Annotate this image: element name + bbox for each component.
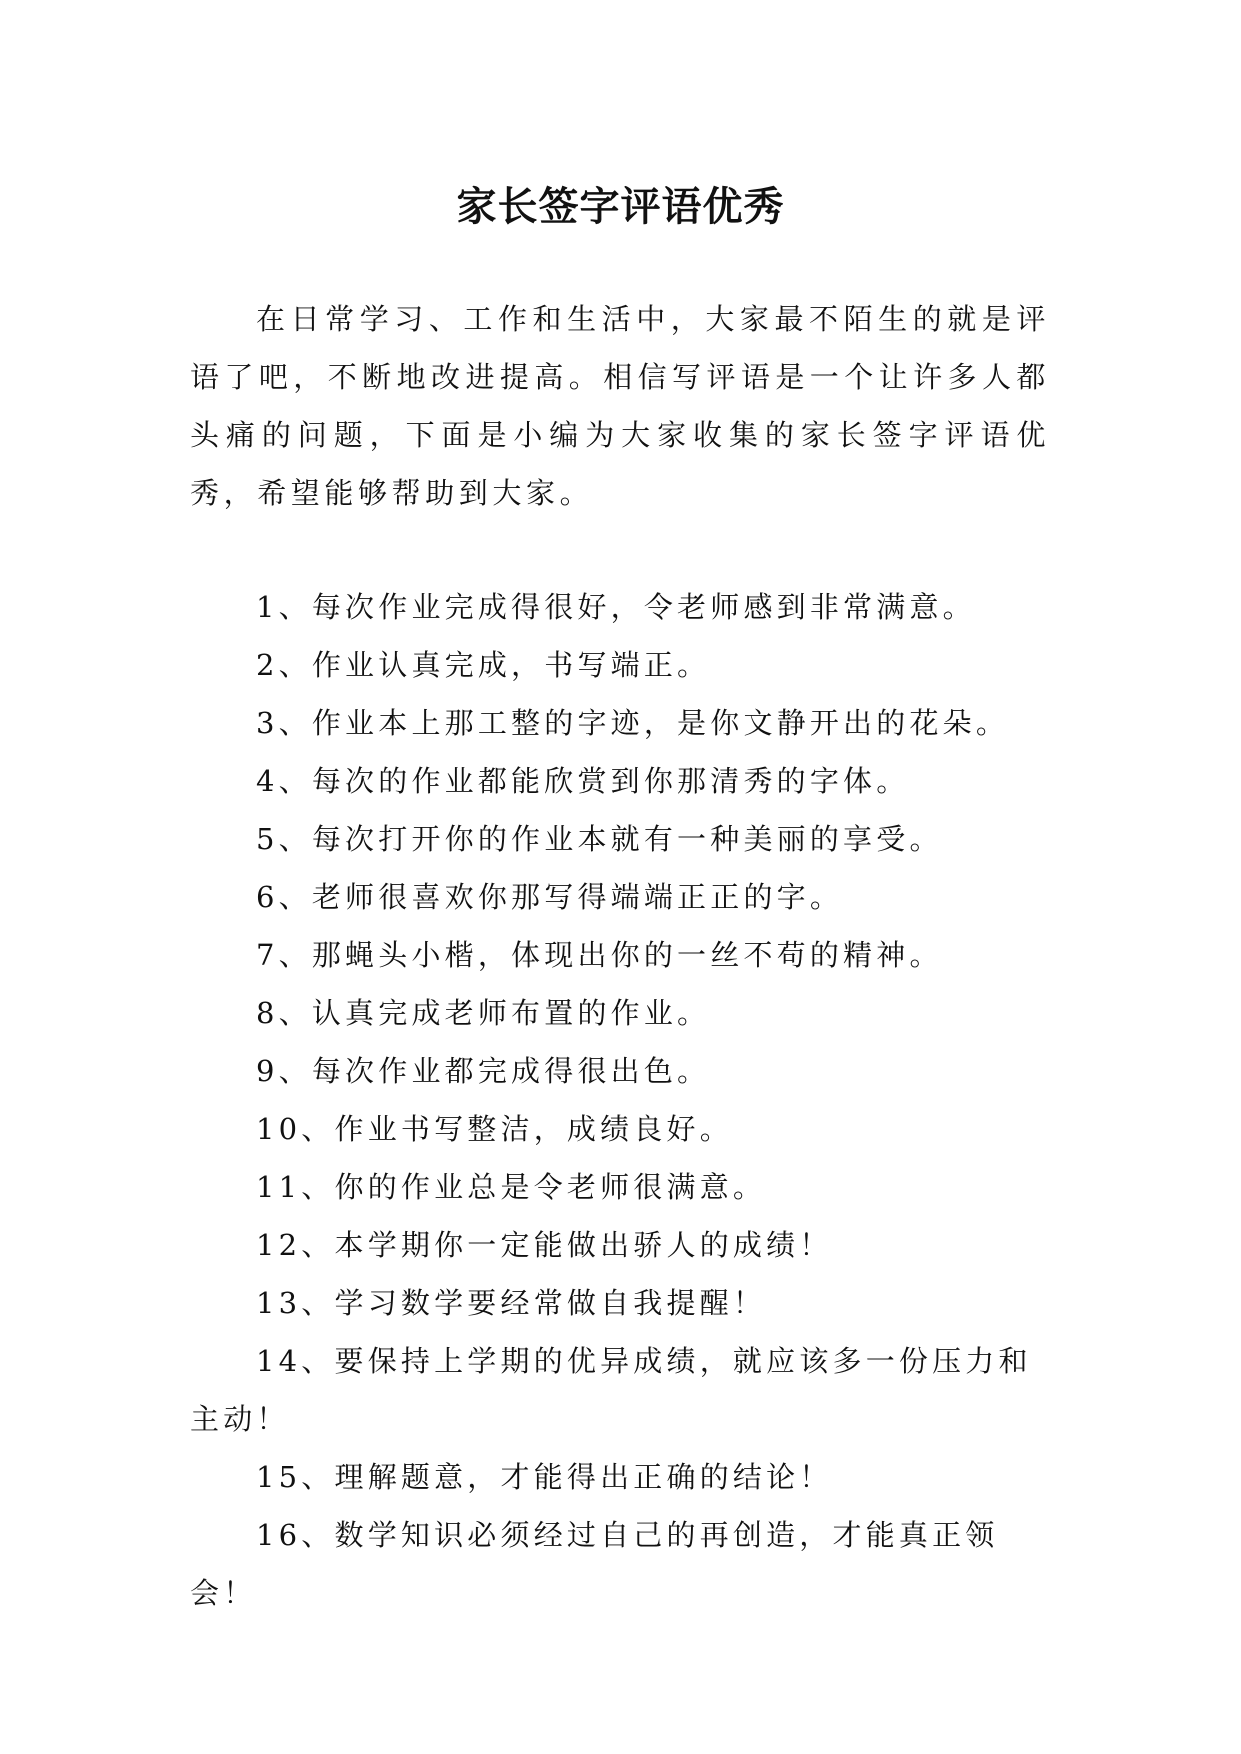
list-item: 1、每次作业完成得很好，令老师感到非常满意。	[256, 590, 976, 624]
list-item: 4、每次的作业都能欣赏到你那清秀的字体。	[256, 764, 910, 798]
list-item: 14、要保持上学期的优异成绩，就应该多一份压力和主动！	[190, 1344, 1032, 1436]
list-item: 10、作业书写整洁，成绩良好。	[256, 1112, 733, 1146]
list-item: 5、每次打开你的作业本就有一种美丽的享受。	[256, 822, 943, 856]
list-item: 3、作业本上那工整的字迹，是你文静开出的花朵。	[256, 706, 1010, 740]
list-item: 12、本学期你一定能做出骄人的成绩！	[256, 1228, 833, 1262]
list-item: 6、老师很喜欢你那写得端端正正的字。	[256, 880, 844, 914]
list-item: 8、认真完成老师布置的作业。	[256, 996, 711, 1030]
list-item: 15、理解题意，才能得出正确的结论！	[256, 1460, 833, 1494]
list-item: 7、那蝇头小楷，体现出你的一丝不苟的精神。	[256, 938, 943, 972]
list-item: 11、你的作业总是令老师很满意。	[256, 1170, 767, 1204]
list-item: 16、数学知识必须经过自己的再创造，才能真正领会！	[190, 1518, 999, 1610]
list-item: 13、学习数学要经常做自我提醒！	[256, 1286, 767, 1320]
list-item: 2、作业认真完成，书写端正。	[256, 648, 711, 682]
intro-paragraph: 在日常学习、工作和生活中，大家最不陌生的就是评语了吧，不断地改进提高。相信写评语是一个让许多人都头痛的问题，下面是小编为大家收集的家长签字评语优秀，希望能够帮助到大家。	[190, 302, 1050, 510]
comment-list	[190, 578, 1050, 1622]
document-title: 家长签字评语优秀	[456, 183, 785, 230]
list-item: 9、每次作业都完成得很出色。	[256, 1054, 711, 1088]
